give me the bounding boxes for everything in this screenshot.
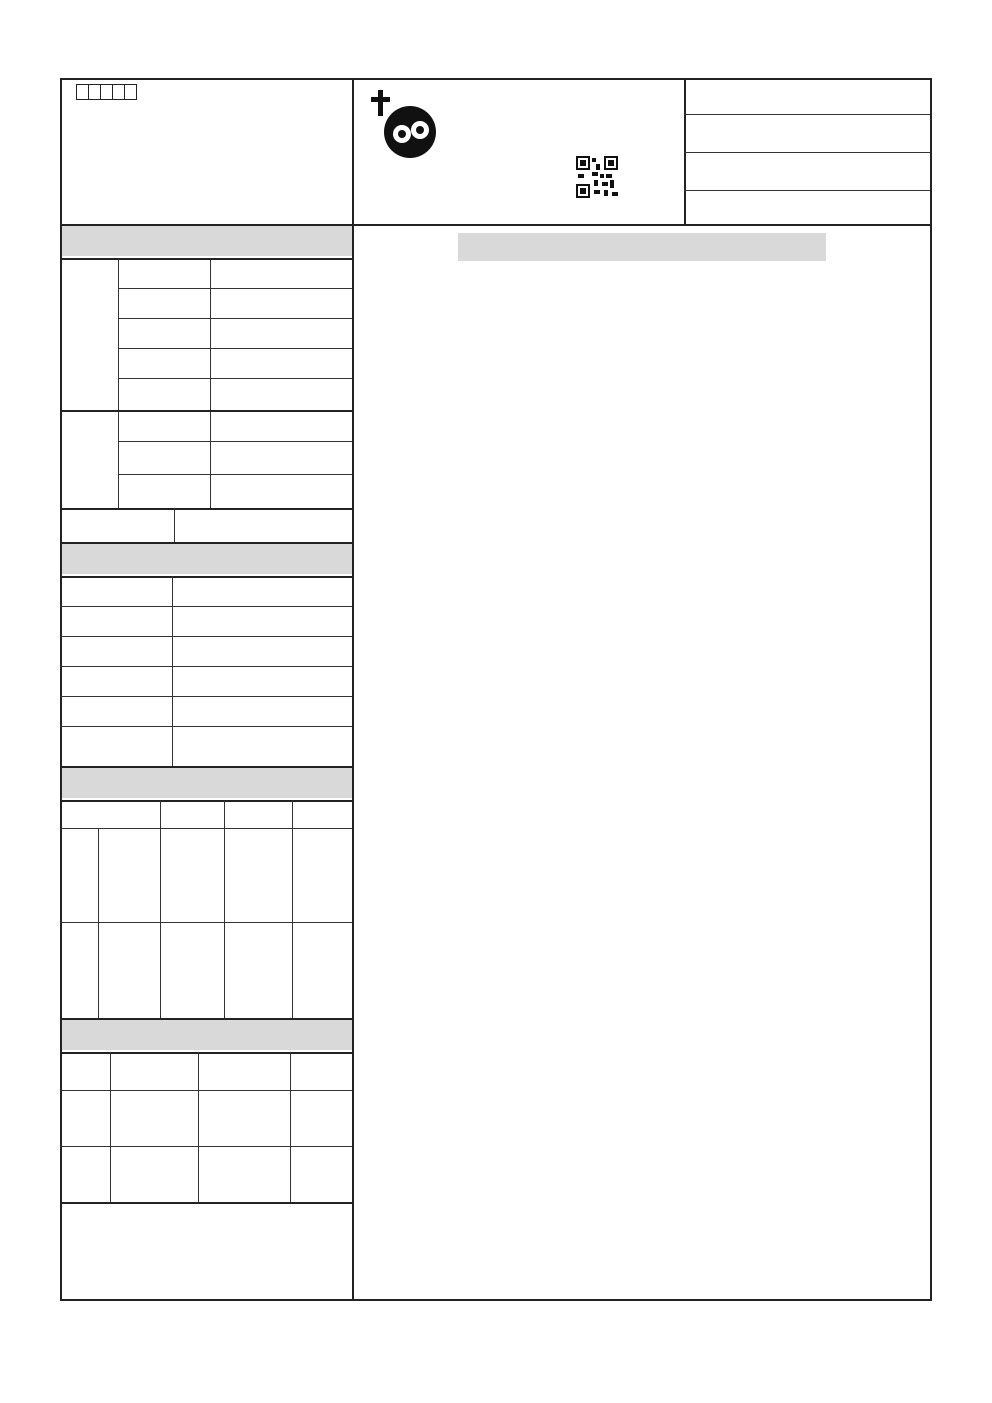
contact-council xyxy=(696,164,768,182)
council-row xyxy=(68,162,164,180)
bulletin-frame xyxy=(60,78,932,1301)
contact-fax xyxy=(696,126,768,144)
parish-info xyxy=(62,80,352,222)
year-theme-banner xyxy=(458,233,826,261)
yeondo-row xyxy=(68,197,164,215)
parish-logo-area xyxy=(354,80,684,222)
pastor-row xyxy=(68,126,164,144)
sacraments-section-title xyxy=(62,544,352,574)
column-divider xyxy=(352,78,354,1301)
contacts xyxy=(686,80,930,222)
mass-section-title xyxy=(62,226,352,256)
contact-office xyxy=(696,90,768,108)
offering-section-title xyxy=(62,1020,352,1050)
liturgy-section-title xyxy=(62,768,352,798)
contact-yeondo xyxy=(696,200,768,218)
zip-code xyxy=(76,84,136,100)
parish-logo-icon xyxy=(362,86,454,162)
qr-code-icon xyxy=(576,156,618,198)
